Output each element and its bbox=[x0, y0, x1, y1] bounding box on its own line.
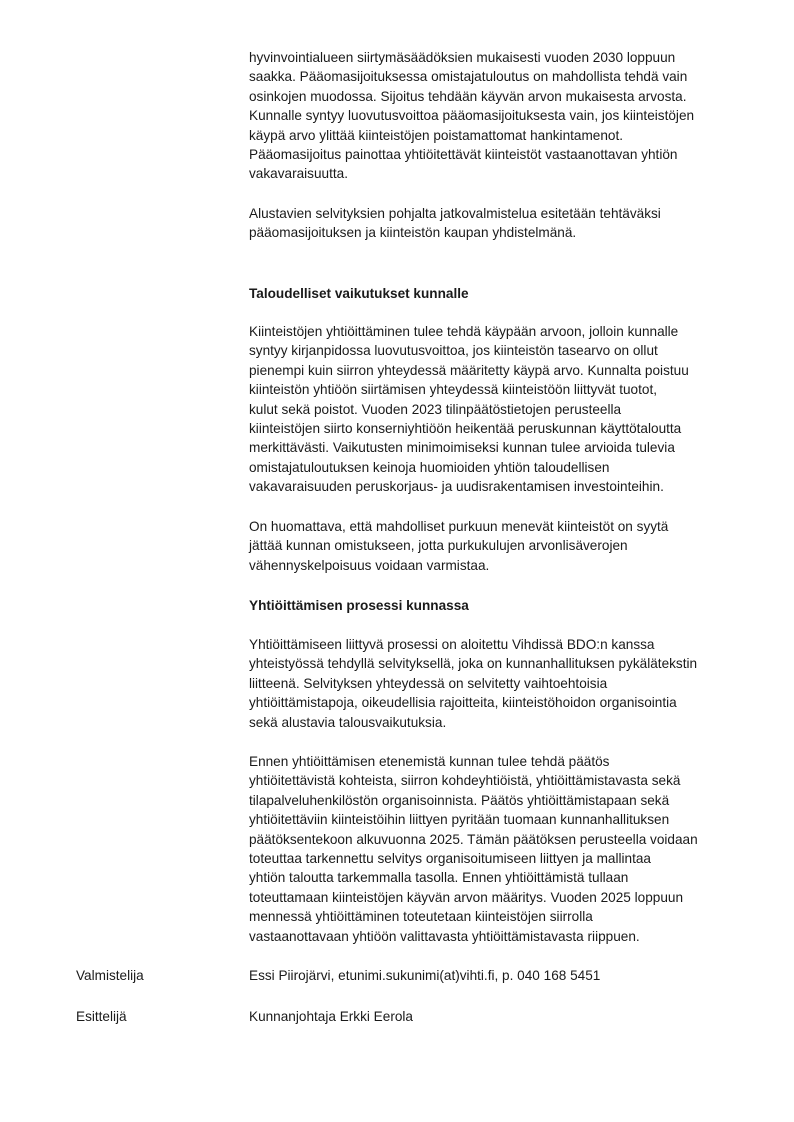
paragraph bbox=[249, 635, 739, 732]
text-line: tilapalveluhenkilöstön organisoinnista. Päätös yhtiöittämistapaan sekä bbox=[249, 792, 670, 808]
text-line: yhtiöittämistapoja, oikeudellisia rajoitteita, kiinteistöhoidon organisointia bbox=[249, 695, 677, 711]
text-line: yhtiöitettäviin kiinteistöihin liittyen pyritään tuomaan kunnanhallituksen bbox=[249, 812, 670, 828]
paragraph bbox=[249, 322, 739, 497]
financial-effects-paragraph-1 bbox=[249, 322, 739, 497]
text-line: hyvinvointialueen siirtymäsäädöksien mukaisesti vuoden 2030 loppuun bbox=[249, 50, 676, 65]
text-line: toteuttamaan kiinteistöjen käyvän arvon määritys. Vuoden 2025 loppuun bbox=[249, 889, 684, 905]
text-line: pienempi kuin siirron yhteydessä määritetty käypä arvo. Kunnalta poistuu bbox=[249, 362, 689, 378]
text-line: kiinteistöjen siirto konserniyhtiöön heikentää peruskunnan käyttötaloutta bbox=[249, 421, 682, 437]
text-line: vakavaraisuutta. bbox=[249, 166, 348, 182]
presenter-value: Kunnanjohtaja Erkki Eerola bbox=[249, 1009, 413, 1024]
text-line: päätöksentekoon alkuvuonna 2025. Tämän päätöksen perusteella voidaan bbox=[249, 831, 698, 847]
text-line: syntyy kirjanpidossa luovutusvoittoa, jos kiinteistön tasearvo on ollut bbox=[249, 343, 658, 359]
text-line: käypä arvo ylittää kiinteistöjen poistamattomat hankintamenot. bbox=[249, 127, 624, 143]
text-line: merkittävästi. Vaikutusten minimoimiseksi kunnan tulee arvioida tulevia bbox=[249, 440, 675, 456]
intro-paragraph-2 bbox=[249, 204, 739, 243]
section-heading: Yhtiöittämisen prosessi kunnassa bbox=[249, 598, 469, 613]
text-line: On huomattava, että mahdolliset purkuun menevät kiinteistöt on syytä bbox=[249, 519, 669, 534]
text-line: omistajatuloutuksen keinoja huomioiden yhtiön taloudellisen bbox=[249, 459, 610, 475]
text-line: saakka. Pääomasijoituksessa omistajatuloutus on mahdollista tehdä vain bbox=[249, 69, 688, 85]
text-line: Kunnalle syntyy luovutusvoittoa pääomasijoituksesta vain, jos kiinteistöjen bbox=[249, 108, 695, 124]
text-line: pääomasijoituksen ja kiinteistön kaupan yhdistelmänä. bbox=[249, 225, 577, 241]
paragraph bbox=[249, 517, 739, 575]
text-line: liitteenä. Selvityksen yhteydessä on selvitetty vaihtoehtoisia bbox=[249, 675, 608, 691]
preparer-value: Essi Piirojärvi, etunimi.sukunimi(at)vihti.fi, p. 040 168 5451 bbox=[249, 968, 601, 983]
paragraph bbox=[249, 752, 739, 946]
text-line: jättää kunnan omistukseen, jotta purkukulujen arvonlisäverojen bbox=[249, 538, 628, 554]
process-paragraph-2 bbox=[249, 752, 739, 946]
text-line: Yhtiöittämiseen liittyvä prosessi on aloitettu Vihdissä BDO:n kanssa bbox=[249, 637, 655, 652]
intro-paragraph-1 bbox=[249, 48, 739, 184]
text-line: kiinteistön yhtiöön siirtämisen yhteydessä kiinteistöön liittyvät tuotot, bbox=[249, 382, 658, 398]
text-line: kulut sekä poistot. Vuoden 2023 tilinpäätöstietojen perusteella bbox=[249, 401, 622, 417]
presenter-label: Esittelijä bbox=[76, 1009, 127, 1024]
text-line: toteuttaa tarkennettu selvitys organisoitumiseen liittyen ja mallintaa bbox=[249, 851, 651, 867]
financial-effects-paragraph-2 bbox=[249, 517, 739, 575]
text-line: vähennyskelpoisuus voidaan varmistaa. bbox=[249, 557, 490, 573]
preparer-label: Valmistelija bbox=[76, 968, 144, 983]
process-paragraph-1 bbox=[249, 635, 739, 732]
text-line: yhtiön taloutta tarkemmalla tasolla. Ennen yhtiöittämistä tullaan bbox=[249, 870, 629, 886]
paragraph bbox=[249, 204, 739, 243]
paragraph bbox=[249, 48, 739, 184]
section-heading-financial-effects bbox=[249, 284, 739, 303]
section-heading-process bbox=[249, 596, 739, 615]
text-line: mennessä yhtiöittäminen toteutetaan kiinteistöjen siirrolla bbox=[249, 909, 593, 925]
text-line: yhtiöitettävistä kohteista, siirron kohdeyhtiöistä, yhtiöittämistavasta sekä bbox=[249, 773, 681, 789]
text-line: Kiinteistöjen yhtiöittäminen tulee tehdä käypään arvoon, jolloin kunnalle bbox=[249, 324, 679, 339]
text-line: Ennen yhtiöittämisen etenemistä kunnan tulee tehdä päätös bbox=[249, 754, 610, 769]
text-line: vakavaraisuuden peruskorjaus- ja uudisrakentamisen investointeihin. bbox=[249, 479, 664, 495]
text-line: sekä alustavia talousvaikutuksia. bbox=[249, 714, 447, 730]
text-line: Pääomasijoitus painottaa yhtiöitettävät kiinteistöt vastaanottavan yhtiön bbox=[249, 147, 678, 163]
section-heading: Taloudelliset vaikutukset kunnalle bbox=[249, 286, 469, 301]
text-line: yhteistyössä tehdyllä selvityksellä, joka on kunnanhallituksen pykälätekstin bbox=[249, 656, 698, 672]
text-line: vastaanottavaan yhtiöön valittavasta yhtiöittämistavasta riippuen. bbox=[249, 928, 640, 944]
text-line: osinkojen muodossa. Sijoitus tehdään käyvän arvon mukaisesta arvosta. bbox=[249, 88, 687, 104]
text-line: Alustavien selvityksien pohjalta jatkovalmistelua esitetään tehtäväksi bbox=[249, 206, 661, 221]
